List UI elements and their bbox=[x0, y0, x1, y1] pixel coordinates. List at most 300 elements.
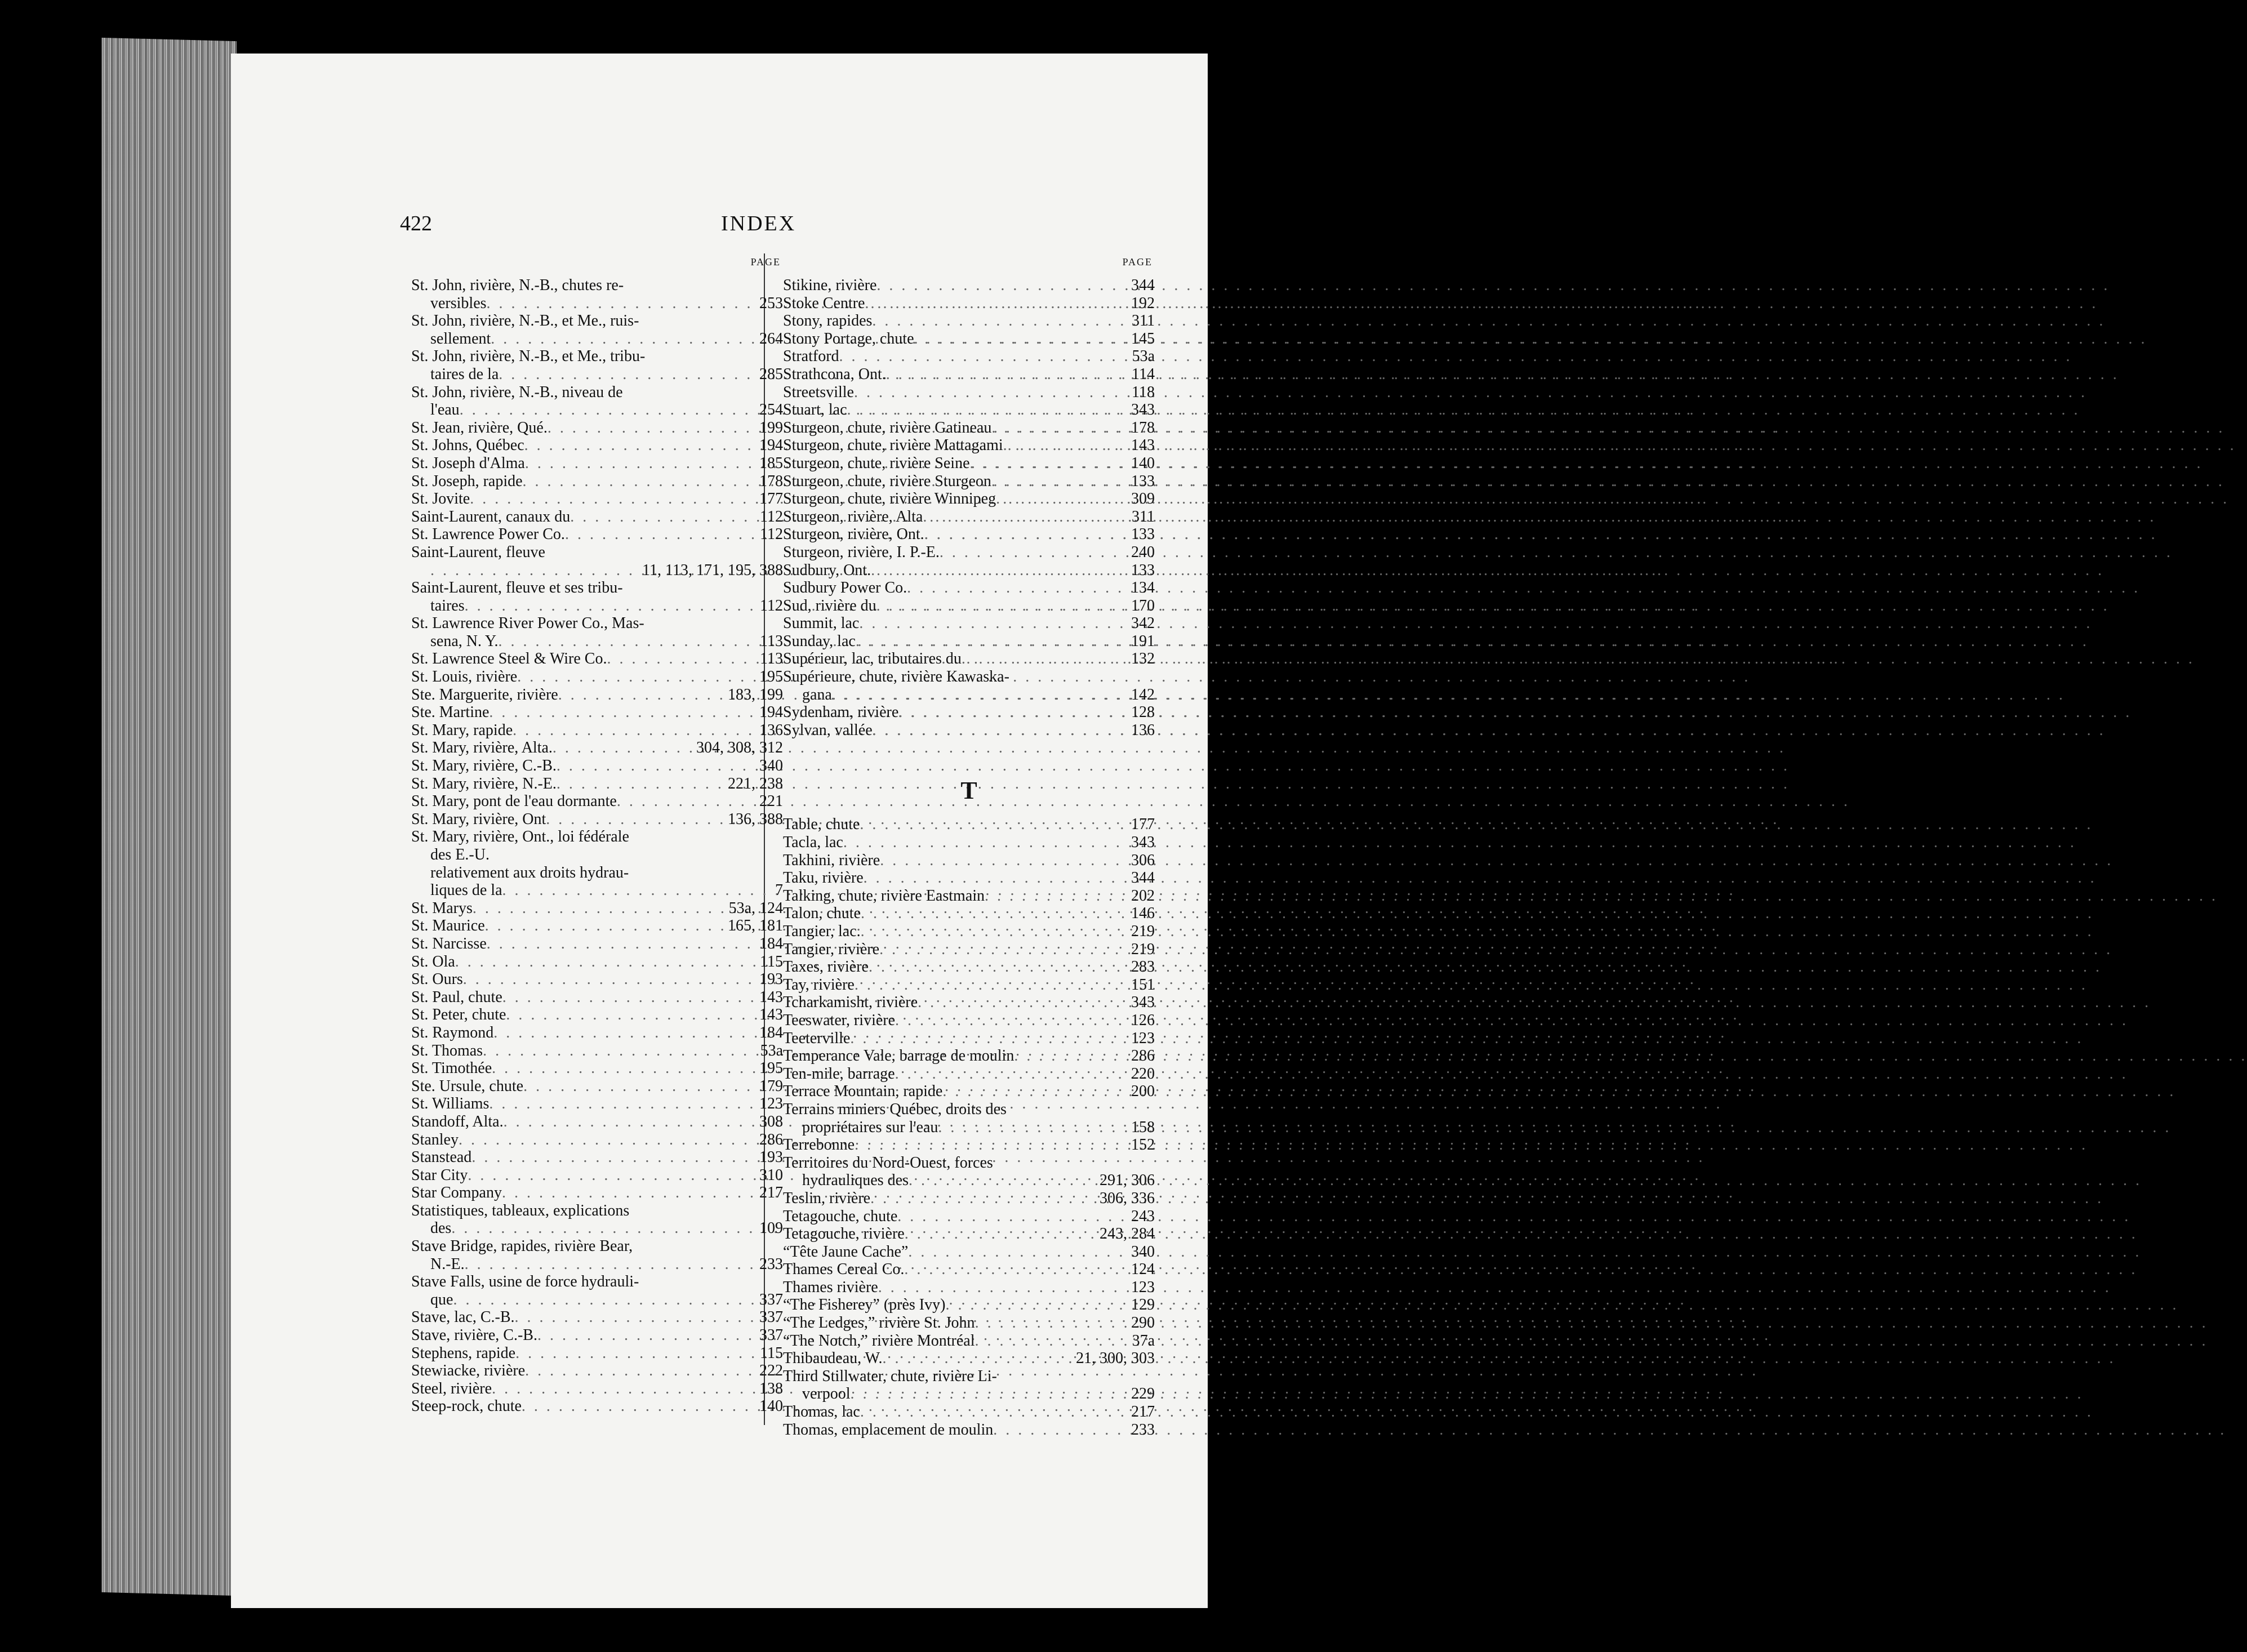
entry-term: St. Raymond bbox=[411, 1023, 494, 1041]
leader-dots bbox=[493, 1024, 756, 1042]
entry-term: taires bbox=[430, 596, 465, 615]
entry-term: St. John, rivière, N.-B., et Me., ruis- bbox=[411, 312, 639, 330]
index-entry bbox=[411, 615, 783, 633]
leader-dots bbox=[557, 775, 724, 793]
entry-pages: 53a, 124 bbox=[728, 899, 783, 917]
entry-term: St. John, rivière, N.-B., et Me., tribu- bbox=[411, 348, 646, 366]
leader-dots bbox=[515, 1308, 756, 1326]
leader-dots bbox=[865, 295, 1128, 313]
entry-term: Sydenham, rivière bbox=[783, 703, 899, 722]
entry-pages: 143 bbox=[1131, 437, 1155, 455]
entry-term: Tangier, lac. bbox=[783, 923, 861, 940]
leader-dots bbox=[854, 384, 1128, 402]
index-entry bbox=[411, 277, 783, 295]
leader-dots bbox=[465, 597, 757, 615]
entry-term: sena, N. Y. bbox=[430, 632, 499, 650]
index-entry bbox=[411, 490, 783, 508]
entry-term: Tetagouche, chute bbox=[783, 1207, 898, 1225]
index-entry bbox=[783, 1012, 1155, 1030]
index-entry bbox=[411, 419, 783, 437]
entry-pages: 344 bbox=[1131, 277, 1155, 294]
index-entry bbox=[411, 775, 783, 793]
entry-term: Steep-rock, chute bbox=[411, 1397, 522, 1415]
entry-pages: 254 bbox=[759, 401, 783, 419]
entry-pages: 140 bbox=[1131, 454, 1155, 472]
index-entry bbox=[411, 1273, 783, 1291]
entry-term: St. Marys bbox=[411, 899, 473, 917]
index-entry bbox=[783, 1350, 1155, 1368]
entry-term: Terrains miniers Québec, droits des bbox=[783, 1100, 1007, 1118]
leader-dots bbox=[860, 1403, 1128, 1421]
entry-term: Table, chute bbox=[783, 816, 860, 834]
leader-dots bbox=[855, 976, 1128, 994]
leader-dots bbox=[502, 1184, 756, 1202]
leader-dots bbox=[993, 1421, 1128, 1439]
entry-pages: 183, 199 bbox=[728, 685, 783, 703]
leader-dots bbox=[851, 1385, 1128, 1403]
entry-term: sellement bbox=[430, 329, 491, 348]
index-entry bbox=[783, 1083, 1155, 1101]
index-entry bbox=[783, 816, 1155, 834]
leader-dots bbox=[847, 401, 1128, 419]
leader-dots bbox=[459, 1131, 756, 1149]
index-entry bbox=[783, 1421, 1155, 1439]
entry-pages: 158 bbox=[1131, 1118, 1155, 1136]
entry-term: Tay, rivière bbox=[783, 976, 855, 994]
index-entry bbox=[411, 757, 783, 775]
index-entry bbox=[411, 330, 783, 348]
index-entry bbox=[783, 869, 1155, 887]
entry-pages: 138 bbox=[759, 1379, 783, 1397]
leader-dots bbox=[856, 633, 1128, 651]
entry-pages: 133 bbox=[1131, 526, 1155, 544]
entry-term: “The Fisherey” (près Ivy) bbox=[783, 1296, 946, 1314]
entry-term: Sud, rivière du bbox=[783, 596, 876, 615]
index-entry bbox=[783, 366, 1155, 384]
index-entry bbox=[783, 1119, 1155, 1137]
index-entry bbox=[411, 668, 783, 686]
index-entry bbox=[411, 526, 783, 544]
index-entry bbox=[783, 887, 1155, 905]
leader-dots bbox=[859, 615, 1128, 633]
entry-pages: 133 bbox=[1131, 472, 1155, 490]
entry-pages: 240 bbox=[1131, 543, 1155, 561]
leader-dots bbox=[504, 1113, 756, 1131]
entry-pages: 283 bbox=[1131, 958, 1155, 976]
index-entry bbox=[411, 1219, 783, 1237]
entry-pages: 112 bbox=[760, 507, 783, 526]
entry-term: Stephens, rapide bbox=[411, 1344, 516, 1362]
index-entry bbox=[783, 650, 1155, 668]
leader-dots bbox=[991, 419, 1128, 437]
index-entry bbox=[783, 1403, 1155, 1421]
index-entry bbox=[783, 976, 1155, 994]
leader-dots bbox=[525, 455, 756, 473]
index-entry bbox=[783, 384, 1155, 402]
leader-dots bbox=[908, 1243, 1128, 1261]
index-entry bbox=[783, 941, 1155, 959]
index-entry bbox=[783, 1243, 1155, 1261]
leader-dots bbox=[460, 401, 756, 419]
leader-dots bbox=[869, 958, 1128, 976]
index-entry bbox=[783, 668, 1155, 686]
entry-term: relativement aux droits hydrau- bbox=[430, 863, 629, 881]
entry-pages: 7 bbox=[775, 881, 783, 900]
entry-term: Ste. Marguerite, rivière bbox=[411, 685, 558, 703]
leader-dots bbox=[886, 366, 1128, 384]
leader-dots bbox=[873, 722, 1128, 740]
leader-dots bbox=[861, 923, 1128, 941]
entry-pages: 194 bbox=[759, 703, 783, 722]
entry-term: Stave, lac, C.-B. bbox=[411, 1308, 515, 1326]
leader-dots bbox=[861, 905, 1128, 923]
leader-dots bbox=[872, 312, 1128, 330]
index-column-left bbox=[411, 251, 783, 1415]
index-entry bbox=[411, 401, 783, 419]
leader-dots bbox=[525, 1362, 756, 1380]
entry-term: Star City bbox=[411, 1166, 468, 1184]
index-entry bbox=[411, 348, 783, 366]
book-page-edges bbox=[101, 38, 237, 1596]
entry-pages: 185 bbox=[759, 454, 783, 472]
leader-dots bbox=[871, 562, 1128, 580]
leader-dots bbox=[870, 1190, 1096, 1208]
index-entry bbox=[783, 633, 1155, 651]
index-list-left bbox=[411, 277, 783, 1415]
index-entry bbox=[783, 1208, 1155, 1226]
entry-pages: 151 bbox=[1131, 976, 1155, 994]
entry-term: St. Ours bbox=[411, 970, 463, 988]
entry-term: des bbox=[430, 1219, 452, 1237]
index-entry bbox=[783, 1279, 1155, 1297]
entry-term: Talon, chute bbox=[783, 905, 861, 923]
entry-term: St. Lawrence Power Co. bbox=[411, 526, 565, 544]
entry-term: “The Ledges,” rivière St. John bbox=[783, 1314, 975, 1332]
index-entry bbox=[783, 852, 1155, 870]
entry-pages: 221, 238 bbox=[728, 774, 783, 792]
entry-pages: 191 bbox=[1131, 632, 1155, 650]
index-entry bbox=[783, 703, 1155, 722]
entry-term: l'eau bbox=[430, 401, 460, 419]
entry-pages: 136, 388 bbox=[728, 810, 783, 828]
entry-term: Sudbury Power Co. bbox=[783, 579, 907, 597]
index-entry bbox=[411, 1006, 783, 1024]
entry-term: St. Johns, Québec bbox=[411, 437, 524, 455]
entry-term: Third Stillwater, chute, rivière Li- bbox=[783, 1367, 997, 1385]
entry-pages: 184 bbox=[759, 1023, 783, 1041]
entry-term: St. Joseph, rapide bbox=[411, 472, 523, 490]
entry-pages: 340 bbox=[1131, 1243, 1155, 1261]
leader-dots bbox=[453, 1291, 756, 1309]
leader-dots bbox=[905, 1225, 1096, 1243]
entry-term: Ten-mile, barrage bbox=[783, 1065, 895, 1083]
entry-pages: 178 bbox=[1131, 418, 1155, 437]
index-entry bbox=[783, 455, 1155, 473]
entry-term: Stuart, lac bbox=[783, 401, 847, 419]
entry-pages: 109 bbox=[759, 1219, 783, 1237]
entry-pages: 192 bbox=[1131, 294, 1155, 312]
index-entry bbox=[411, 473, 783, 491]
leader-dots bbox=[876, 277, 1128, 295]
leader-dots bbox=[907, 579, 1128, 597]
entry-term: Terrebonne bbox=[783, 1136, 855, 1154]
entry-term: Territoires du Nord-Ouest, forces bbox=[783, 1154, 993, 1172]
leader-dots bbox=[465, 1255, 756, 1273]
index-entry bbox=[783, 1047, 1155, 1065]
index-entry bbox=[411, 811, 783, 829]
entry-term: Tcharkamisht, rivière bbox=[783, 994, 918, 1012]
leader-dots bbox=[492, 1059, 756, 1077]
leader-dots bbox=[991, 473, 1128, 491]
index-list-right-t bbox=[783, 816, 1155, 1439]
leader-dots bbox=[985, 887, 1128, 905]
index-entry bbox=[411, 864, 783, 882]
entry-pages: 311 bbox=[1132, 312, 1155, 330]
entry-term: St. Lawrence Steel & Wire Co. bbox=[411, 650, 607, 668]
index-entry bbox=[411, 1380, 783, 1398]
entry-pages: 118 bbox=[1132, 383, 1155, 401]
entry-term: Thames Cereal Co. bbox=[783, 1261, 905, 1279]
entry-term: Teeterville bbox=[783, 1029, 851, 1047]
index-entry bbox=[411, 1237, 783, 1255]
entry-term: Sylvan, vallée bbox=[783, 721, 873, 739]
leader-dots bbox=[1014, 1047, 1128, 1065]
leader-dots bbox=[617, 792, 756, 811]
entry-pages: 146 bbox=[1131, 905, 1155, 923]
entry-term: Talking, chute, rivière Eastmain bbox=[783, 887, 985, 905]
index-entry bbox=[783, 1225, 1155, 1243]
leader-dots bbox=[898, 703, 1128, 722]
leader-dots bbox=[996, 490, 1128, 508]
entry-term: Temperance Vale, barrage de moulin bbox=[783, 1047, 1015, 1065]
index-entry bbox=[783, 1368, 1155, 1386]
leader-dots bbox=[864, 869, 1128, 887]
entry-term: “The Notch,” rivière Montréal bbox=[783, 1332, 975, 1350]
entry-term: Stanstead bbox=[411, 1148, 472, 1166]
leader-dots bbox=[975, 1332, 1129, 1350]
leader-dots bbox=[924, 526, 1128, 544]
index-entry bbox=[783, 1332, 1155, 1350]
index-entry bbox=[411, 1148, 783, 1166]
leader-dots bbox=[524, 437, 756, 455]
page-number: 422 bbox=[400, 212, 432, 235]
leader-dots bbox=[489, 1095, 756, 1113]
leader-dots bbox=[471, 1148, 756, 1166]
entry-term: Thames rivière bbox=[783, 1278, 878, 1296]
entry-term: St. Jean, rivière, Qué. bbox=[411, 418, 548, 437]
index-entry bbox=[411, 1113, 783, 1131]
index-entry bbox=[783, 597, 1155, 615]
entry-pages: 311 bbox=[1132, 507, 1155, 526]
index-entry bbox=[783, 312, 1155, 330]
entry-pages: 340 bbox=[759, 757, 783, 775]
entry-term: Sudbury, Ont. bbox=[783, 561, 871, 579]
entry-term: St. Ola bbox=[411, 952, 455, 970]
entry-pages: 114 bbox=[1132, 365, 1155, 383]
leader-dots bbox=[499, 366, 756, 384]
leader-dots bbox=[558, 686, 724, 704]
index-entry bbox=[783, 1385, 1155, 1403]
leader-dots bbox=[470, 490, 756, 508]
entry-pages: 179 bbox=[759, 1077, 783, 1095]
entry-pages: 143 bbox=[759, 1006, 783, 1024]
index-entry bbox=[411, 703, 783, 722]
entry-pages: 229 bbox=[1131, 1385, 1155, 1403]
entry-term: St. Mary, rivière, Ont., loi fédérale bbox=[411, 828, 629, 846]
entry-pages: 53a bbox=[1132, 348, 1155, 366]
entry-term: Saint-Laurent, fleuve bbox=[411, 543, 545, 561]
entry-pages: 193 bbox=[759, 970, 783, 988]
entry-term: taires de la bbox=[430, 365, 499, 383]
entry-pages: 184 bbox=[759, 934, 783, 952]
entry-term: Sturgeon, rivière, I. P.-E. bbox=[783, 543, 940, 561]
entry-pages: 344 bbox=[1131, 869, 1155, 887]
index-entry bbox=[783, 834, 1155, 852]
entry-pages: 286 bbox=[1131, 1047, 1155, 1065]
entry-term: Saint-Laurent, fleuve et ses tribu- bbox=[411, 579, 623, 597]
entry-pages: 233 bbox=[759, 1255, 783, 1273]
index-entry bbox=[783, 401, 1155, 419]
entry-term: Tetagouche, rivière bbox=[783, 1225, 905, 1243]
entry-term: Star Company bbox=[411, 1184, 502, 1202]
entry-term: Supérieur, lac, tributaires du bbox=[783, 650, 962, 668]
index-entry bbox=[411, 953, 783, 971]
leader-dots bbox=[523, 473, 756, 491]
index-entry bbox=[783, 1172, 1155, 1190]
entry-pages: 199 bbox=[759, 418, 783, 437]
index-entry bbox=[783, 562, 1155, 580]
entry-pages: 113 bbox=[760, 650, 783, 668]
entry-term: “Tête Jaune Cache” bbox=[783, 1243, 909, 1261]
entry-pages: 193 bbox=[759, 1148, 783, 1166]
index-entry bbox=[411, 1184, 783, 1202]
leader-dots bbox=[553, 739, 693, 757]
entry-term: Stony Portage, chute bbox=[783, 329, 914, 348]
entry-term: Statistiques, tableaux, explications bbox=[411, 1201, 630, 1219]
leader-dots bbox=[537, 1326, 756, 1344]
entry-term: Thomas, lac bbox=[783, 1403, 860, 1421]
entry-term: Thibaudeau, W. bbox=[783, 1350, 883, 1368]
entry-pages: 142 bbox=[1131, 685, 1155, 703]
leader-dots bbox=[522, 1397, 756, 1415]
index-entry bbox=[411, 366, 783, 384]
leader-dots bbox=[923, 508, 1128, 526]
leader-dots bbox=[607, 650, 757, 668]
leader-dots bbox=[489, 703, 756, 722]
entry-pages: 286 bbox=[759, 1130, 783, 1148]
entry-term: Tangier, rivière bbox=[783, 940, 880, 958]
index-entry bbox=[783, 1101, 1155, 1119]
leader-dots bbox=[565, 526, 757, 544]
entry-term: versibles bbox=[430, 294, 487, 312]
entry-pages: 308 bbox=[759, 1112, 783, 1130]
leader-dots bbox=[945, 1296, 1128, 1314]
entry-pages: 115 bbox=[760, 952, 783, 970]
entry-pages: 264 bbox=[759, 329, 783, 348]
entry-pages: 177 bbox=[759, 490, 783, 508]
index-entry bbox=[411, 455, 783, 473]
index-entry bbox=[411, 633, 783, 651]
entry-term: Ste. Martine bbox=[411, 703, 490, 722]
entry-pages: 233 bbox=[1131, 1421, 1155, 1439]
entry-term: Teslin, rivière bbox=[783, 1189, 871, 1207]
entry-pages: 306, 336 bbox=[1100, 1189, 1155, 1207]
index-entry bbox=[411, 722, 783, 740]
index-entry bbox=[411, 1255, 783, 1273]
leader-dots bbox=[430, 562, 639, 580]
index-entry bbox=[411, 988, 783, 1007]
entry-term: Stave, rivière, C.-B. bbox=[411, 1326, 537, 1344]
index-entry bbox=[411, 917, 783, 935]
entry-term: St. Paul, chute bbox=[411, 988, 502, 1006]
leader-dots bbox=[843, 834, 1128, 852]
index-entry bbox=[783, 473, 1155, 491]
index-entry bbox=[783, 905, 1155, 923]
entry-pages: 222 bbox=[759, 1362, 783, 1380]
entry-pages: 343 bbox=[1131, 994, 1155, 1012]
entry-term: St. Timothée bbox=[411, 1059, 492, 1077]
running-head: INDEX bbox=[721, 212, 797, 235]
leader-dots bbox=[938, 1119, 1128, 1137]
leader-dots bbox=[491, 330, 756, 348]
index-entry bbox=[411, 597, 783, 615]
index-entry bbox=[411, 1131, 783, 1149]
page-column-label: PAGE bbox=[750, 256, 781, 268]
index-entry bbox=[783, 1136, 1155, 1154]
index-entry bbox=[783, 295, 1155, 313]
entry-term: St. Mary, pont de l'eau dormante bbox=[411, 792, 617, 811]
entry-pages: 200 bbox=[1131, 1083, 1155, 1101]
entry-term: liques de la bbox=[430, 881, 502, 900]
index-entry bbox=[783, 419, 1155, 437]
entry-pages: 132 bbox=[1131, 650, 1155, 668]
leader-dots bbox=[483, 1042, 757, 1060]
entry-term: St. Mary, rapide bbox=[411, 721, 513, 739]
entry-pages: 194 bbox=[759, 437, 783, 455]
entry-term: Sturgeon, chute, rivière Winnipeg bbox=[783, 490, 996, 508]
entry-pages: 219 bbox=[1131, 940, 1155, 958]
index-entry bbox=[411, 562, 783, 580]
entry-pages: 53a bbox=[760, 1041, 783, 1059]
leader-dots bbox=[523, 1077, 756, 1096]
entry-term: St. Mary, rivière, C.-B. bbox=[411, 757, 557, 775]
entry-term: Steel, rivière bbox=[411, 1379, 492, 1397]
index-entry bbox=[411, 579, 783, 597]
entry-term: Ste. Ursule, chute bbox=[411, 1077, 524, 1095]
index-entry bbox=[411, 508, 783, 526]
leader-dots bbox=[876, 597, 1128, 615]
leader-dots bbox=[487, 935, 756, 953]
entry-pages: 140 bbox=[759, 1397, 783, 1415]
entry-pages: 165, 181 bbox=[728, 917, 783, 935]
entry-term: hydrauliques des bbox=[802, 1172, 909, 1190]
leader-dots bbox=[492, 1380, 756, 1398]
entry-pages: 304, 308, 312 bbox=[696, 739, 783, 757]
page-header bbox=[231, 211, 1208, 245]
entry-term: N.-E. bbox=[430, 1255, 465, 1273]
entry-pages: 112 bbox=[760, 596, 783, 615]
entry-term: Sturgeon, rivière, Ont. bbox=[783, 526, 924, 544]
entry-pages: 195 bbox=[759, 668, 783, 686]
entry-pages: 113 bbox=[760, 632, 783, 650]
index-entry bbox=[783, 615, 1155, 633]
entry-pages: 128 bbox=[1131, 703, 1155, 722]
index-entry bbox=[783, 1154, 1155, 1172]
entry-pages: 290 bbox=[1131, 1314, 1155, 1332]
entry-pages: 170 bbox=[1131, 596, 1155, 615]
index-entry bbox=[411, 1308, 783, 1326]
leader-dots bbox=[487, 295, 756, 313]
